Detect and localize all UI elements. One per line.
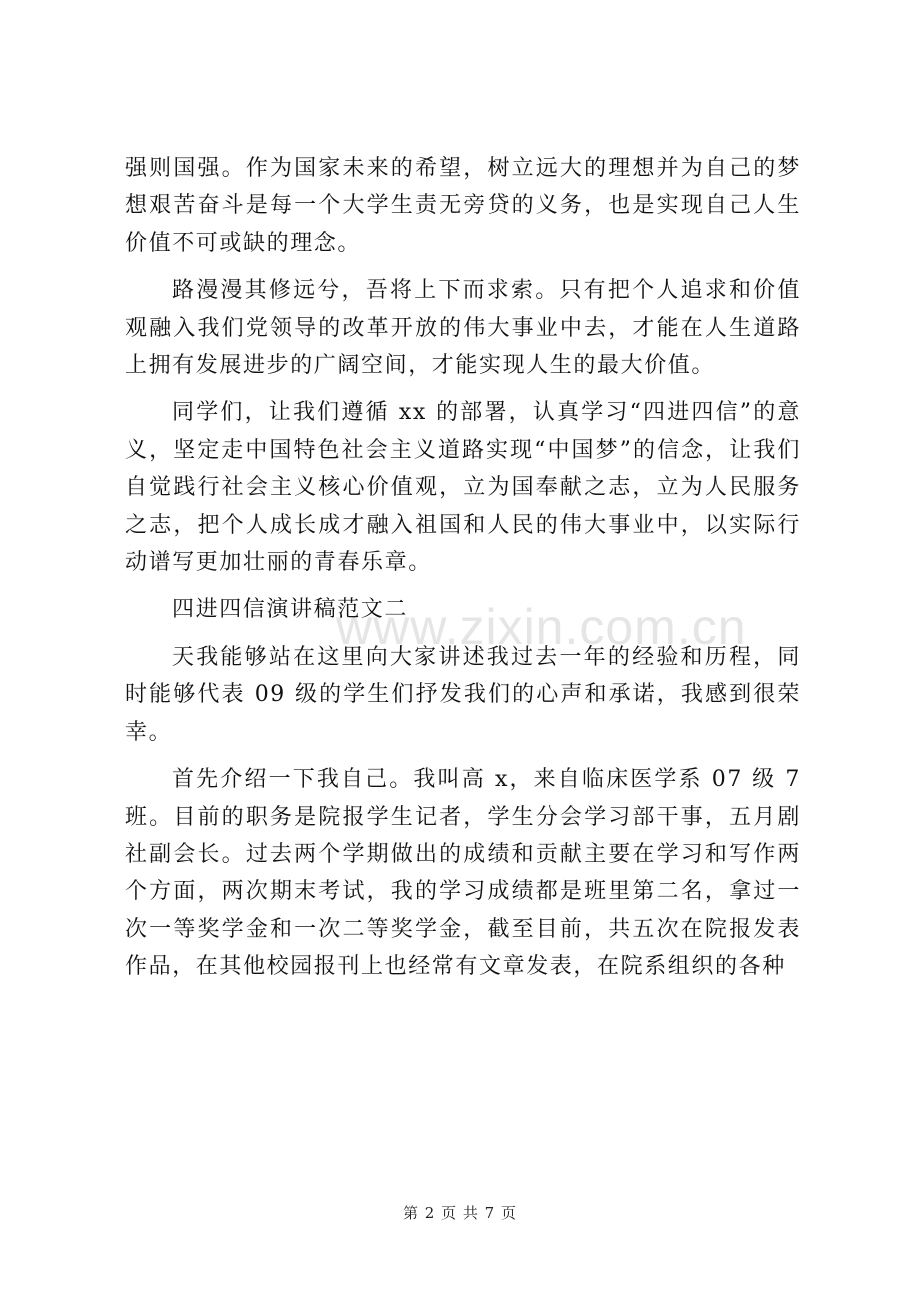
paragraph-4: 天我能够站在这里向大家讲述我过去一年的经验和历程，同时能够代表 09 级的学生们抒发我们的心声和承诺，我感到很荣幸。: [125, 644, 801, 745]
watermark: www.zixin.com.cn: [336, 599, 747, 655]
page-number-footer: 第 2 页 共 7 页: [403, 1204, 517, 1222]
document-body: [125, 150, 801, 996]
section-heading: 四进四信演讲稿范文二: [172, 597, 409, 623]
paragraph-3: 同学们，让我们遵循 xx 的部署，认真学习“四进四信”的意义，坚定走中国特色社会主义道路实现“中国梦”的信念，让我们自觉践行社会主义核心价值观，立为国奉献之志，立为人民服务之志，把个人成长成才融入祖国和人民的伟大事业中，以实际行动谱写更加壮丽的青春乐章。: [125, 400, 801, 576]
paragraph-1: 强则国强。作为国家未来的希望，树立远大的理想并为自己的梦想艰苦奋斗是每一个大学生责无旁贷的义务，也是实现自己人生价值不可或缺的理念。: [125, 156, 801, 256]
paragraph-2: 路漫漫其修远兮，吾将上下而求索。只有把个人追求和价值观融入我们党领导的改革开放的伟大事业中去，才能在人生道路上拥有发展进步的广阔空间，才能实现人生的最大价值。: [125, 278, 801, 379]
paragraph-5: 首先介绍一下我自己。我叫高 x，来自临床医学系 07 级 7 班。目前的职务是院报学生记者，学生分会学习部干事，五月剧社副会长。过去两个学期做出的成绩和贡献主要在学习和写作两个方面，两次期末考试，我的学习成绩都是班里第二名，拿过一次一等奖学金和一次二等奖学金，截至目前，共五次在院报发表作品，在其他校园报刊上也经常有文章发表，在院系组织的各种: [125, 767, 801, 980]
